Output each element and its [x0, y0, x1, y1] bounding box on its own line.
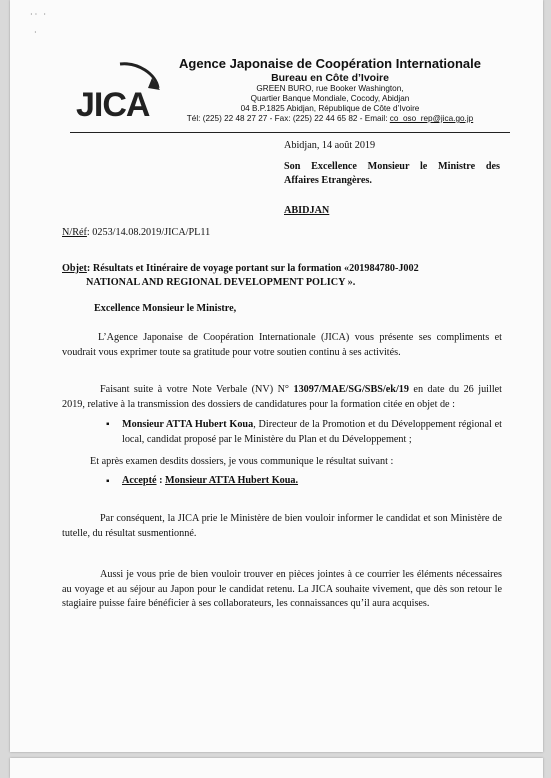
paragraph-2-c: en date du 26 juillet 2019, relative à la transmission des dossiers de candidatures pour la formation citée en objet de : [62, 384, 503, 410]
paragraph-2-a: Faisant suite à votre Note Verbale (NV) N° [100, 384, 294, 395]
ref-value: : 0253/14.08.2019/JICA/PL11 [86, 227, 211, 238]
recipient-city: ABIDJAN [284, 205, 330, 216]
header-divider [70, 132, 510, 133]
objet-label: Objet [62, 263, 87, 274]
jica-logo [72, 60, 164, 122]
result-separator: : [156, 475, 166, 486]
address-line-1: GREEN BURO, rue Booker Washington, [256, 84, 404, 93]
objet-line-2: NATIONAL AND REGIONAL DEVELOPMENT POLICY ». [86, 277, 356, 288]
bureau-name: Bureau en Côte d’Ivoire [271, 72, 389, 84]
salutation: Excellence Monsieur le Ministre, [94, 303, 237, 314]
org-name: Agence Japonaise de Coopération Internationale [179, 56, 481, 71]
tel-fax: Tél: (225) 22 48 27 27 - Fax: (225) 22 44 65 82 - Email: [186, 114, 390, 123]
paragraph-4: Par conséquent, la JICA prie le Ministère de bien vouloir informer le candidat et son Ministère de tutelle, du résultat susmentionné. [62, 513, 502, 539]
bullet-icon: ▪ [106, 419, 110, 430]
scan-specks: · · · · [30, 10, 46, 37]
objet-line-1: : Résultats et Itinéraire de voyage portant sur la formation «201984780-J002 [86, 263, 419, 274]
address-line-2: Quartier Banque Mondiale, Cocody, Abidjan [250, 94, 410, 103]
bullet-2 [122, 474, 298, 489]
email-link[interactable]: co_oso_rep@jica.go.jp [389, 114, 474, 123]
letter-page [10, 0, 543, 752]
letter-date: Abidjan, 14 août 2019 [284, 140, 376, 151]
reference [62, 226, 210, 241]
bullet-1 [122, 418, 502, 447]
nv-number: 13097/MAE/SG/SBS/ek/19 [293, 384, 409, 395]
contact-line [160, 114, 500, 125]
address-line-3: 04 B.P.1825 Abidjan, République de Côte d’Ivoire [240, 104, 420, 113]
recipient-line-1: Son Excellence Monsieur le Ministre des [284, 161, 500, 172]
paragraph-2 [62, 383, 502, 412]
paragraph-1: L’Agence Japonaise de Coopération Internationale (JICA) vous présente ses compliments et voudrait vous exprimer toute sa gratitude pour votre soutien continu à ses activités. [62, 332, 502, 358]
ref-label: N/Réf [62, 227, 87, 238]
candidate-name: Monsieur ATTA Hubert Koua [122, 419, 254, 430]
paragraph-3: Et après examen desdits dossiers, je vous communique le résultat suivant : [90, 456, 394, 467]
next-page-edge [10, 758, 543, 778]
paragraph-5: Aussi je vous prie de bien vouloir trouver en pièces jointes à ce courrier les éléments nécessaires au voyage et au séjour au Japon pour le candidat retenu. La JICA souhaite vivement, que dès son retour le stagiaire puisse faire bénéficier à ses collaborateurs, les connaissances qu’il aura acquises. [62, 569, 502, 609]
candidate-description: , Directeur de la Promotion et du Développement régional et local, candidat proposé par le Ministère du Plan et du Développement ; [122, 419, 502, 445]
recipient-line-2: Affaires Etrangères. [284, 175, 372, 186]
svg-text:JICA: JICA [76, 86, 150, 122]
accepted-candidate: Monsieur ATTA Hubert Koua. [165, 475, 299, 486]
result-label: Accepté [122, 475, 157, 486]
bullet-icon: ▪ [106, 476, 110, 487]
objet [62, 262, 502, 277]
